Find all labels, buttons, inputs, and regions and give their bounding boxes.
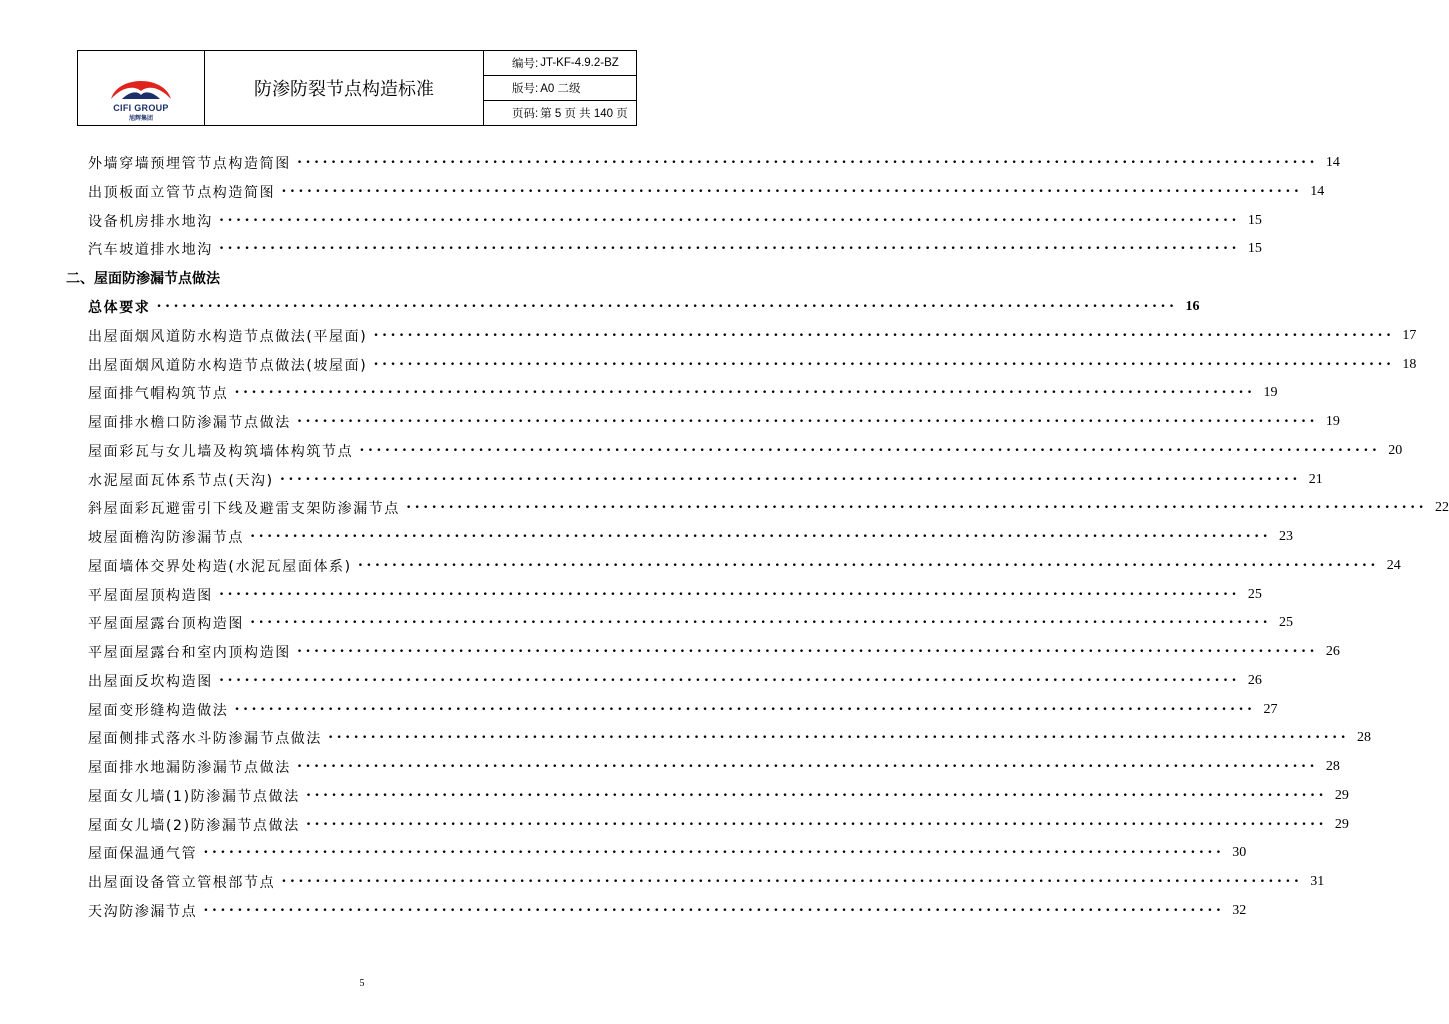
toc-leader-dots: •••••••••••••••••••••••••••••••••••••••••••••••••••••••••••••••••••••••••••••••••••••••••••••••••••••••••••••••••••••••• bbox=[156, 302, 1178, 312]
toc-entry-title: 平屋面屋露台和室内顶构造图 bbox=[88, 645, 291, 661]
toc-entry-page: 30 bbox=[1232, 845, 1247, 861]
toc-leader-dots: •••••••••••••••••••••••••••••••••••••••••••••••••••••••••••••••••••••••••••••••••••••••••••••••••••••••••••••••••••••••• bbox=[359, 445, 1381, 456]
toc-entry-page: 20 bbox=[1388, 442, 1403, 458]
meta-page-value: 第 5 页 共 140 页 bbox=[540, 108, 628, 120]
toc-leader-dots: •••••••••••••••••••••••••••••••••••••••••••••••••••••••••••••••••••••••••••••••••••••••••••••••••••••••••••••••••••••••• bbox=[373, 359, 1395, 370]
toc-entry[interactable] bbox=[88, 757, 1340, 777]
toc-entry-title: 总体要求 bbox=[88, 300, 151, 316]
toc-entry-title: 汽车坡道排水地沟 bbox=[88, 242, 213, 259]
toc-entry-page: 14 bbox=[1310, 183, 1325, 199]
toc-entry[interactable] bbox=[88, 355, 1417, 375]
toc-entry[interactable] bbox=[88, 671, 1262, 691]
toc-leader-dots: •••••••••••••••••••••••••••••••••••••••••••••••••••••••••••••••••••••••••••••••••••••••••••••••••••••••••••••••••••••••• bbox=[203, 905, 1225, 916]
logo bbox=[78, 51, 205, 125]
toc-entry[interactable] bbox=[88, 613, 1294, 633]
toc-entry-page: 26 bbox=[1325, 644, 1340, 659]
toc-entry[interactable] bbox=[88, 700, 1278, 720]
toc-entry[interactable] bbox=[88, 585, 1262, 605]
toc-entry[interactable] bbox=[88, 556, 1401, 576]
toc-entry-page: 23 bbox=[1279, 529, 1294, 544]
toc-entry[interactable] bbox=[88, 786, 1349, 806]
toc-leader-dots: •••••••••••••••••••••••••••••••••••••••••••••••••••••••••••••••••••••••••••••••••••••••••••••••••••••••••••••••••••••••• bbox=[218, 215, 1240, 226]
toc-entry-title: 屋面侧排式落水斗防渗漏节点做法 bbox=[88, 731, 322, 748]
toc-entry[interactable] bbox=[88, 498, 1449, 518]
toc-leader-dots: •••••••••••••••••••••••••••••••••••••••••••••••••••••••••••••••••••••••••••••••••••••••••••••••••••••••••••••••••••••••• bbox=[296, 417, 1318, 427]
meta-version-row bbox=[484, 75, 636, 100]
toc-leader-dots: •••••••••••••••••••••••••••••••••••••••••••••••••••••••••••••••••••••••••••••••••••••••••••••••••••••••••••••••••••••••• bbox=[203, 848, 1225, 859]
toc-entry-page: 25 bbox=[1279, 615, 1294, 631]
toc-entry[interactable] bbox=[88, 326, 1417, 346]
toc-leader-dots: •••••••••••••••••••••••••••••••••••••••••••••••••••••••••••••••••••••••••••••••••••••••••••••••••••••••••••••••••••••••• bbox=[281, 186, 1303, 197]
toc-entry-title: 斜屋面彩瓦避雷引下线及避雷支架防渗漏节点 bbox=[88, 501, 400, 518]
toc-leader-dots: •••••••••••••••••••••••••••••••••••••••••••••••••••••••••••••••••••••••••••••••••••••••••••••••••••••••••••••••••••••••• bbox=[305, 790, 1327, 801]
toc-entry-page: 16 bbox=[1185, 299, 1200, 314]
toc-entry[interactable] bbox=[88, 815, 1349, 835]
toc-entry-page: 18 bbox=[1402, 356, 1417, 372]
toc-entry[interactable] bbox=[88, 297, 1200, 317]
toc-entry[interactable] bbox=[88, 211, 1262, 231]
meta-page-row bbox=[484, 100, 636, 125]
document-header bbox=[77, 50, 637, 126]
toc-entry[interactable] bbox=[88, 153, 1340, 173]
toc-entry-title: 设备机房排水地沟 bbox=[88, 213, 213, 230]
toc-entry-title: 天沟防渗漏节点 bbox=[88, 903, 198, 920]
toc-leader-dots: •••••••••••••••••••••••••••••••••••••••••••••••••••••••••••••••••••••••••••••••••••••••••••••••••••••••••••••••••••••••• bbox=[296, 762, 1318, 772]
toc-entry-page: 22 bbox=[1435, 500, 1449, 516]
toc-leader-dots: •••••••••••••••••••••••••••••••••••••••••••••••••••••••••••••••••••••••••••••••••••••••••••••••••••••••••••••••••••••••• bbox=[328, 733, 1350, 744]
toc-leader-dots: •••••••••••••••••••••••••••••••••••••••••••••••••••••••••••••••••••••••••••••••••••••••••••••••••••••••••••••••••••••••• bbox=[250, 532, 1272, 542]
toc-entry[interactable] bbox=[88, 728, 1372, 748]
toc-entry[interactable] bbox=[88, 441, 1403, 461]
logo-text-en: CIFI GROUP bbox=[113, 103, 169, 113]
toc-entry-page: 27 bbox=[1263, 701, 1278, 717]
toc-entry-page: 26 bbox=[1247, 672, 1262, 688]
toc-entry-page: 32 bbox=[1232, 902, 1247, 918]
toc-entry-title: 屋面排水地漏防渗漏节点做法 bbox=[88, 760, 291, 776]
toc-entry-title: 屋面女儿墙(2)防渗漏节点做法 bbox=[88, 817, 300, 834]
document-meta bbox=[484, 51, 636, 125]
toc-entry-title: 出屋面烟风道防水构造节点做法(平屋面) bbox=[88, 328, 368, 345]
toc-leader-dots: •••••••••••••••••••••••••••••••••••••••••••••••••••••••••••••••••••••••••••••••••••••••••••••••••••••••••••••••••••••••• bbox=[218, 244, 1240, 255]
toc-leader-dots: •••••••••••••••••••••••••••••••••••••••••••••••••••••••••••••••••••••••••••••••••••••••••••••••••••••••••••••••••••••••• bbox=[218, 589, 1240, 600]
toc-entry[interactable] bbox=[88, 901, 1247, 921]
meta-version-label: 版号: bbox=[512, 83, 539, 95]
toc-leader-dots: •••••••••••••••••••••••••••••••••••••••••••••••••••••••••••••••••••••••••••••••••••••••••••••••••••••••••••••••••••••••• bbox=[305, 819, 1327, 830]
toc-entry-title: 出屋面反坎构造图 bbox=[88, 673, 213, 690]
toc-entry-title: 屋面女儿墙(1)防渗漏节点做法 bbox=[88, 788, 300, 805]
toc-entry[interactable] bbox=[88, 182, 1325, 202]
page-number: 5 bbox=[359, 978, 365, 989]
toc-entry-page: 21 bbox=[1308, 471, 1323, 487]
toc-leader-dots: •••••••••••••••••••••••••••••••••••••••••••••••••••••••••••••••••••••••••••••••••••••••••••••••••••••••••••••••••••••••• bbox=[234, 388, 1256, 399]
meta-version-value: A0 二级 bbox=[540, 83, 581, 95]
toc-entry[interactable] bbox=[88, 642, 1340, 662]
toc-leader-dots: •••••••••••••••••••••••••••••••••••••••••••••••••••••••••••••••••••••••••••••••••••••••••••••••••••••••••••••••••••••••• bbox=[373, 330, 1395, 341]
toc-entry-page: 28 bbox=[1325, 759, 1340, 774]
toc-entry-page: 15 bbox=[1247, 241, 1262, 257]
toc-leader-dots: •••••••••••••••••••••••••••••••••••••••••••••••••••••••••••••••••••••••••••••••••••••••••••••••••••••••••••••••••••••••• bbox=[279, 474, 1301, 485]
toc-leader-dots: •••••••••••••••••••••••••••••••••••••••••••••••••••••••••••••••••••••••••••••••••••••••••••••••••••••••••••••••••••••••• bbox=[218, 675, 1240, 686]
toc-entry[interactable] bbox=[88, 872, 1325, 892]
toc-leader-dots: •••••••••••••••••••••••••••••••••••••••••••••••••••••••••••••••••••••••••••••••••••••••••••••••••••••••••••••••••••••••• bbox=[296, 158, 1318, 168]
toc-entry-page: 14 bbox=[1325, 155, 1340, 170]
toc-leader-dots: •••••••••••••••••••••••••••••••••••••••••••••••••••••••••••••••••••••••••••••••••••••••••••••••••••••••••••••••••••••••• bbox=[281, 877, 1303, 887]
toc-entry-title: 屋面彩瓦与女儿墙及构筑墙体构筑节点 bbox=[88, 443, 354, 460]
toc-entry[interactable] bbox=[88, 527, 1294, 547]
meta-page-label: 页码: bbox=[512, 108, 539, 120]
toc-entry-page: 25 bbox=[1247, 586, 1262, 602]
logo-text-cn: 旭辉集团 bbox=[128, 115, 153, 122]
toc-entry[interactable] bbox=[88, 412, 1340, 432]
toc-entry-title: 屋面墙体交界处构造(水泥瓦屋面体系) bbox=[88, 558, 352, 575]
toc-entry-page: 15 bbox=[1247, 212, 1262, 228]
toc-entry-page: 28 bbox=[1357, 730, 1372, 746]
toc-entry-title: 出屋面烟风道防水构造节点做法(坡屋面) bbox=[88, 357, 368, 374]
toc-entry-title: 平屋面屋顶构造图 bbox=[88, 587, 213, 604]
meta-code-value: JT-KF-4.9.2-BZ bbox=[540, 57, 619, 69]
toc-leader-dots: •••••••••••••••••••••••••••••••••••••••••••••••••••••••••••••••••••••••••••••••••••••••••••••••••••••••••••••••••••••••• bbox=[296, 647, 1318, 657]
toc-entry-title: 外墙穿墙预埋管节点构造简图 bbox=[88, 156, 291, 172]
toc-entry[interactable] bbox=[88, 470, 1323, 490]
toc-entry-page: 17 bbox=[1402, 327, 1417, 343]
toc-entry-title: 出顶板面立管节点构造简图 bbox=[88, 184, 276, 201]
toc-leader-dots: •••••••••••••••••••••••••••••••••••••••••••••••••••••••••••••••••••••••••••••••••••••••••••••••••••••••••••••••••••••••• bbox=[250, 618, 1272, 629]
toc-leader-dots: •••••••••••••••••••••••••••••••••••••••••••••••••••••••••••••••••••••••••••••••••••••••••••••••••••••••••••••••••••••••• bbox=[406, 503, 1428, 514]
toc-entry-title: 屋面保温通气管 bbox=[88, 846, 198, 863]
toc-leader-dots: •••••••••••••••••••••••••••••••••••••••••••••••••••••••••••••••••••••••••••••••••••••••••••••••••••••••••••••••••••••••• bbox=[234, 704, 1256, 715]
toc-leader-dots: •••••••••••••••••••••••••••••••••••••••••••••••••••••••••••••••••••••••••••••••••••••••••••••••••••••••••••••••••••••••• bbox=[357, 560, 1379, 571]
document-title: 防渗防裂节点构造标准 bbox=[205, 51, 484, 125]
toc-entry-title: 屋面排气帽构筑节点 bbox=[88, 386, 229, 403]
toc-entry-page: 19 bbox=[1325, 414, 1340, 429]
toc-entry-title: 出屋面设备管立管根部节点 bbox=[88, 875, 276, 891]
toc-entry-title: 屋面排水檐口防渗漏节点做法 bbox=[88, 415, 291, 431]
toc-entry[interactable] bbox=[88, 843, 1247, 863]
toc-entry-title: 水泥屋面瓦体系节点(天沟) bbox=[88, 472, 274, 489]
toc-entry-page: 19 bbox=[1263, 385, 1278, 401]
toc-entry-title: 屋面变形缝构造做法 bbox=[88, 702, 229, 719]
toc-entry[interactable] bbox=[88, 383, 1278, 403]
toc-entry-title: 坡屋面檐沟防渗漏节点 bbox=[88, 530, 244, 546]
toc-entry-title: 平屋面屋露台顶构造图 bbox=[88, 616, 244, 633]
meta-code-label: 编号: bbox=[512, 58, 539, 70]
toc-section-title: 二、屋面防渗漏节点做法 bbox=[66, 271, 220, 287]
toc-entry-page: 29 bbox=[1334, 787, 1349, 803]
toc-entry[interactable] bbox=[88, 239, 1262, 259]
cifi-logo-icon bbox=[108, 69, 174, 103]
toc-entry-page: 31 bbox=[1310, 874, 1325, 889]
toc-entry-page: 29 bbox=[1334, 816, 1349, 832]
meta-code-row bbox=[484, 51, 636, 75]
toc-entry-page: 24 bbox=[1386, 557, 1401, 573]
